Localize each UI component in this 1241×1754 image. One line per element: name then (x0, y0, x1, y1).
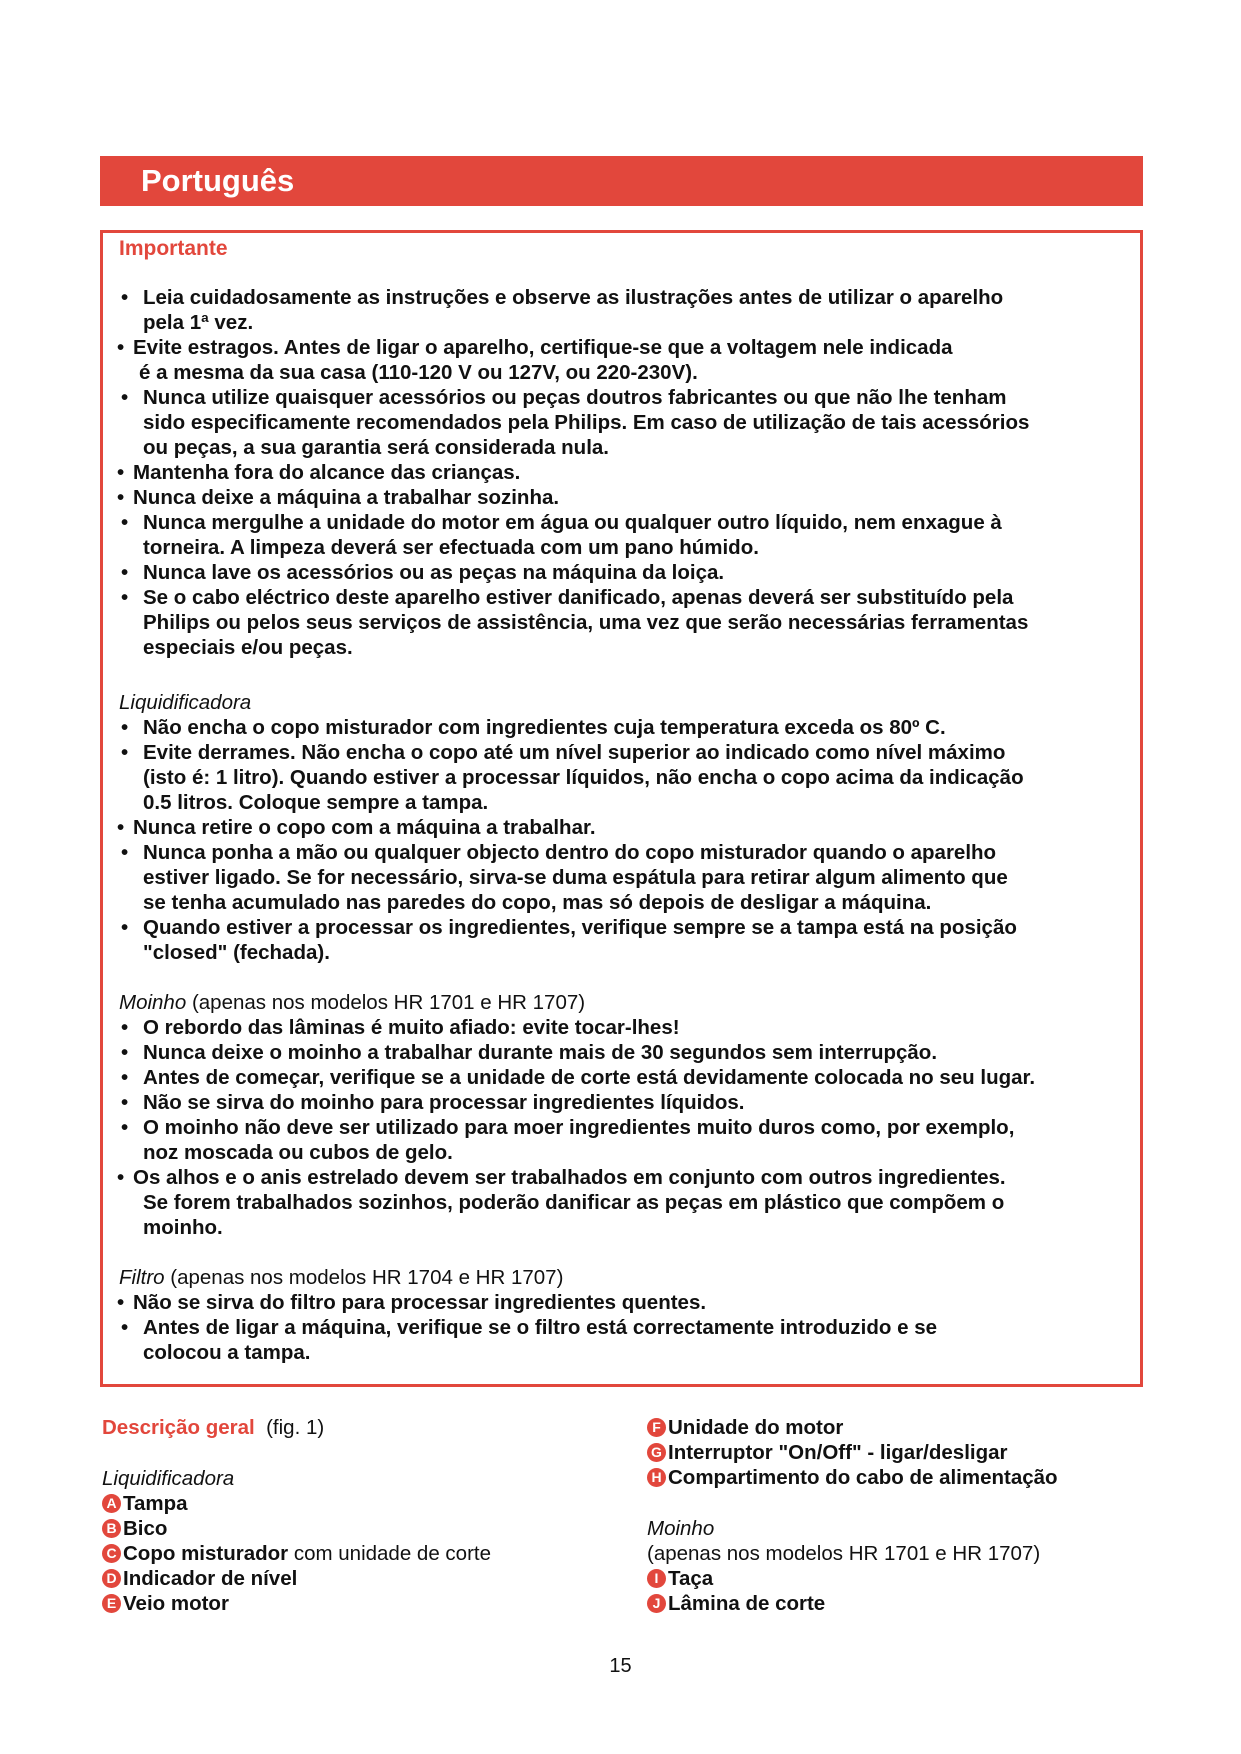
warning-line: Mantenha fora do alcance das crianças. (133, 461, 521, 484)
language-banner: Português (100, 156, 1143, 206)
bullet: • (117, 461, 125, 484)
desc-blender-heading: Liquidificadora (102, 1467, 235, 1490)
desc-mill-note: (apenas nos modelos HR 1701 e HR 1707) (647, 1542, 1041, 1565)
bullet: • (121, 511, 129, 534)
part-item: I Taça (647, 1566, 713, 1591)
warning-line: Não se sirva do moinho para processar ingredientes líquidos. (143, 1091, 745, 1114)
part-item: A Tampa (102, 1491, 188, 1516)
warning-line: é a mesma da sua casa (110-120 V ou 127V, ou 220-230V). (139, 361, 698, 384)
warning-line: Leia cuidadosamente as instruções e observe as ilustrações antes de utilizar o aparelho (143, 286, 1004, 309)
part-item: G Interruptor "On/Off" - ligar/desligar (647, 1440, 1008, 1465)
bullet: • (121, 716, 129, 739)
description-title: Descrição geral (fig. 1) (102, 1416, 325, 1439)
warning-line: estiver ligado. Se for necessário, sirva-se duma espátula para retirar algum alimento que (143, 866, 1008, 889)
part-item: F Unidade do motor (647, 1415, 843, 1440)
bullet: • (121, 586, 129, 609)
bullet: • (117, 1166, 125, 1189)
warning-line: Quando estiver a processar os ingredientes, verifique sempre se a tampa está na posição (143, 916, 1017, 939)
bullet: • (121, 1016, 129, 1039)
bullet: • (121, 386, 129, 409)
warning-line: Se forem trabalhados sozinhos, poderão danificar as peças em plástico que compõem o (143, 1191, 1005, 1214)
part-item: B Bico (102, 1516, 167, 1541)
warning-line: se tenha acumulado nas paredes do copo, mas só depois de desligar a máquina. (143, 891, 932, 914)
warning-line: Se o cabo eléctrico deste aparelho estiver danificado, apenas deverá ser substituído pela (143, 586, 1014, 609)
part-item: J Lâmina de corte (647, 1591, 825, 1616)
warning-line: moinho. (143, 1216, 223, 1239)
warning-line: Antes de começar, verifique se a unidade de corte está devidamente colocada no seu lugar. (143, 1066, 1036, 1089)
warning-line: pela 1ª vez. (143, 311, 254, 334)
bullet: • (121, 1316, 129, 1339)
bullet: • (121, 741, 129, 764)
warning-line: Os alhos e o anis estrelado devem ser trabalhados em conjunto com outros ingredientes. (133, 1166, 1006, 1189)
warning-line: Philips ou pelos seus serviços de assistência, uma vez que serão necessárias ferramentas (143, 611, 1029, 634)
warning-line: Evite estragos. Antes de ligar o aparelho, certifique-se que a voltagem nele indicada (133, 336, 953, 359)
warning-line: Nunca lave os acessórios ou as peças na máquina da loiça. (143, 561, 725, 584)
warning-line: "closed" (fechada). (143, 941, 330, 964)
bullet: • (121, 1041, 129, 1064)
bullet: • (117, 1291, 125, 1314)
warning-line: colocou a tampa. (143, 1341, 311, 1364)
warning-line: Antes de ligar a máquina, verifique se o filtro está correctamente introduzido e se (143, 1316, 938, 1339)
mill-heading: Moinho (apenas nos modelos HR 1701 e HR 1707) (119, 991, 586, 1014)
part-item: E Veio motor (102, 1591, 229, 1616)
bullet: • (121, 1116, 129, 1139)
warning-line: (isto é: 1 litro). Quando estiver a processar líquidos, não encha o copo acima da indicação (143, 766, 1024, 789)
bullet: • (121, 286, 129, 309)
warning-line: Não encha o copo misturador com ingredientes cuja temperatura exceda os 80º C. (143, 716, 946, 739)
warning-line: especiais e/ou peças. (143, 636, 353, 659)
warning-line: torneira. A limpeza deverá ser efectuada com um pano húmido. (143, 536, 759, 559)
bullet: • (117, 816, 125, 839)
warning-line: O moinho não deve ser utilizado para moer ingredientes muito duros como, por exemplo, (143, 1116, 1015, 1139)
warning-line: Nunca ponha a mão ou qualquer objecto dentro do copo misturador quando o aparelho (143, 841, 997, 864)
warning-line: Nunca deixe o moinho a trabalhar durante mais de 30 segundos sem interrupção. (143, 1041, 938, 1064)
warning-line: ou peças, a sua garantia será considerada nula. (143, 436, 609, 459)
bullet: • (117, 336, 125, 359)
bullet: • (121, 916, 129, 939)
warning-line: noz moscada ou cubos de gelo. (143, 1141, 453, 1164)
warning-line: Nunca retire o copo com a máquina a trabalhar. (133, 816, 596, 839)
warning-line: O rebordo das lâminas é muito afiado: evite tocar-lhes! (143, 1016, 680, 1039)
part-item: C Copo misturador com unidade de corte (102, 1541, 491, 1566)
warning-line: Não se sirva do filtro para processar ingredientes quentes. (133, 1291, 707, 1314)
bullet: • (121, 841, 129, 864)
warning-line: Evite derrames. Não encha o copo até um nível superior ao indicado como nível máximo (143, 741, 1006, 764)
part-item: H Compartimento do cabo de alimentação (647, 1465, 1058, 1490)
part-item: D Indicador de nível (102, 1566, 297, 1591)
bullet: • (117, 486, 125, 509)
warning-line: Nunca mergulhe a unidade do motor em água ou qualquer outro líquido, nem enxague à (143, 511, 1002, 534)
bullet: • (121, 1066, 129, 1089)
page-number: 15 (609, 1655, 632, 1677)
important-title: Importante (119, 237, 228, 260)
warning-line: 0.5 litros. Coloque sempre a tampa. (143, 791, 489, 814)
warning-line: Nunca utilize quaisquer acessórios ou peças doutros fabricantes ou que não lhe tenham (143, 386, 1007, 409)
warning-line: Nunca deixe a máquina a trabalhar sozinha. (133, 486, 560, 509)
warning-line: sido especificamente recomendados pela Philips. Em caso de utilização de tais acessórios (143, 411, 1030, 434)
bullet: • (121, 1091, 129, 1114)
blender-heading: Liquidificadora (119, 691, 252, 714)
desc-mill-heading: Moinho (647, 1517, 715, 1540)
bullet: • (121, 561, 129, 584)
filter-heading: Filtro (apenas nos modelos HR 1704 e HR 1707) (119, 1266, 564, 1289)
